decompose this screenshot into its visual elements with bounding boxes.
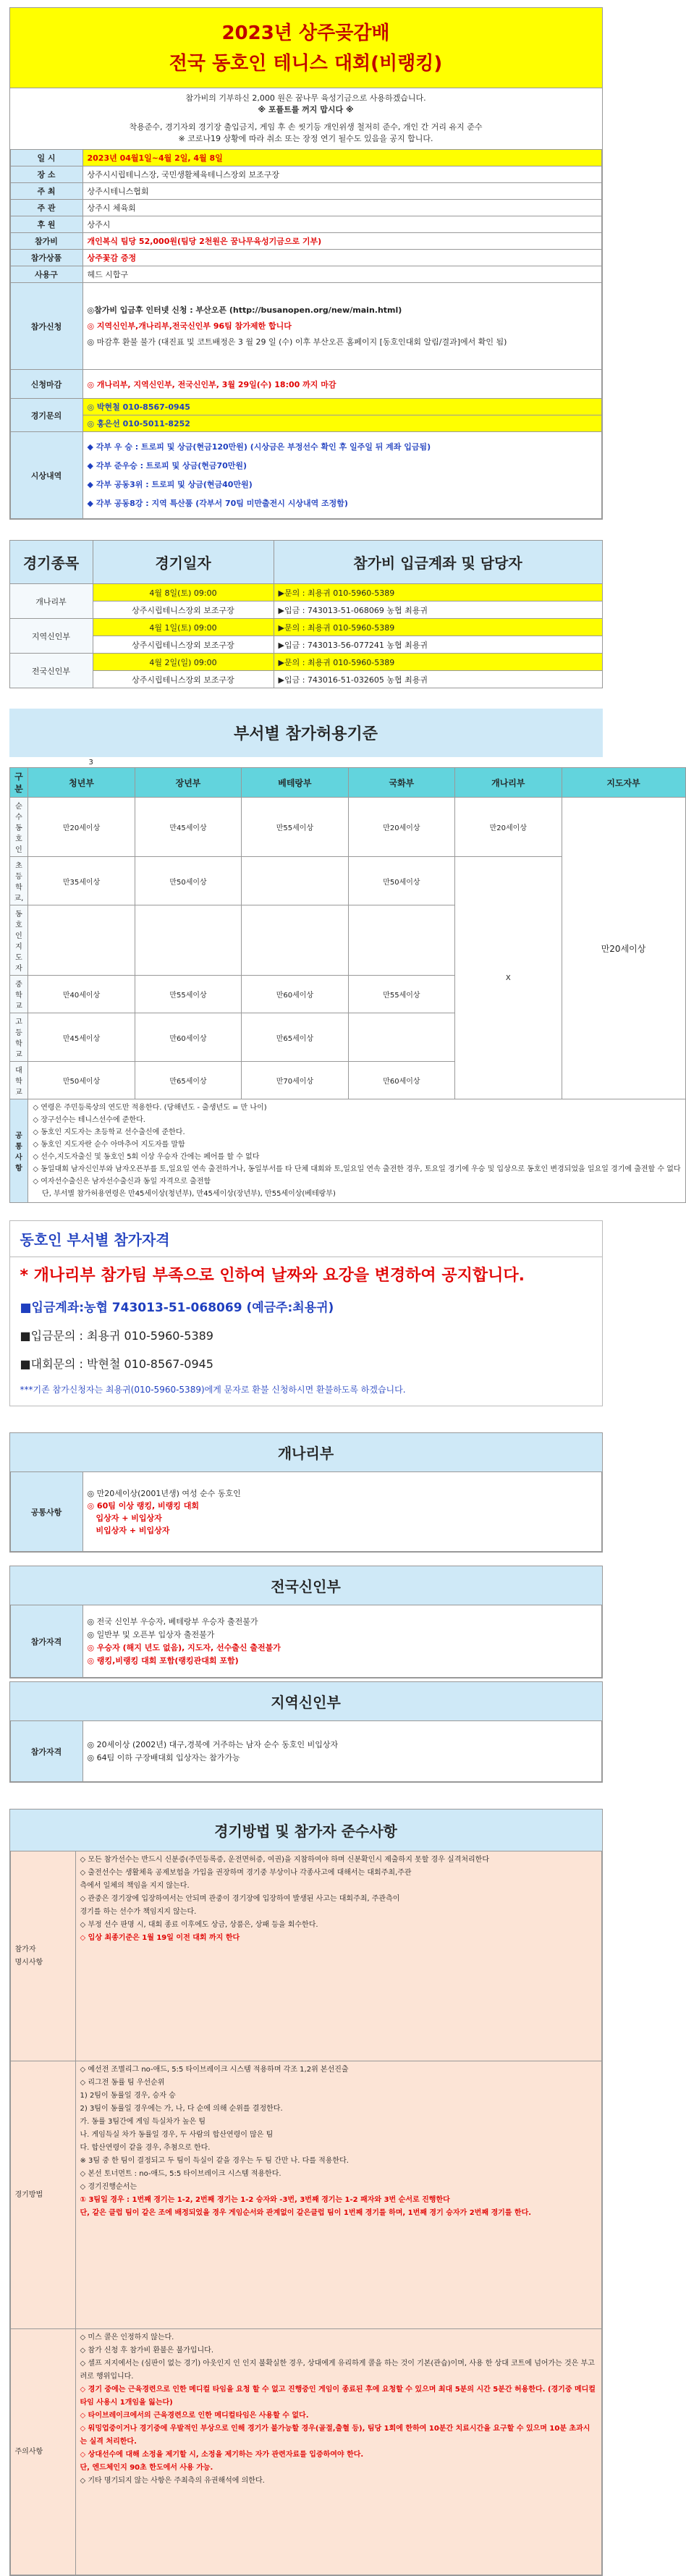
quals-alert: * 개나리부 참가팀 부족으로 인하여 날짜와 요강을 변경하여 공지합니다. [20, 1267, 525, 1285]
schedule-place: 상주시립테니스장외 보조구장 [93, 671, 274, 688]
allowed-common-item: ◇ 동일대회 남자신인부와 남자오픈부를 토,일요일 연속 출전하거나, 동일부서를 타 단체 대회와 토,일요일 연속 출전한 경우, 토요일 경기에 우승 및 입상으로 동호인 변경되었을 일요일 경기에 출전할 수 없다 [33, 1165, 681, 1173]
allowed-common-item: ◇ 선수,지도자출신 및 동호인 5회 이상 우승자 간에는 페어를 할 수 없다 [33, 1153, 260, 1161]
allowed-header: 국화부 [348, 768, 454, 798]
contact-key: 경기문의 [10, 399, 82, 432]
rule-item: 가. 동률 3팀간에 게임 득실차가 높은 팀 [80, 2118, 206, 2126]
allowed-cell: 중학교 [9, 976, 28, 1013]
rule-item: ① 3팀일 경우 : 1번째 경기는 1-2, 2번째 경기는 1-2 승자와 -3번, 3번째 경기는 1-2 패자와 3번 순서로 진행한다 [80, 2196, 450, 2204]
allowed-cell-x: X [455, 857, 562, 1099]
nationwide-key: 참가자격 [10, 1605, 82, 1678]
rule-item: 2) 3팀이 동률일 경우에는 가, 나, 다 순에 의해 순위를 결정한다. [80, 2105, 283, 2113]
rules-s2-key: 경기방법 [10, 2061, 75, 2329]
deadline-value: ◎ 개나리부, 지역신인부, 전국신인부, 3월 29일(수) 18:00 까지 마감 [82, 370, 601, 399]
allowed-cell: 만65세이상 [242, 1013, 348, 1062]
info-value: 상주꽃감 증정 [82, 250, 601, 266]
allowed-header: 지도자부 [562, 768, 685, 798]
notice-line-4: ※ 코로나19 상황에 따라 취소 또는 장정 연기 될수도 있음을 공지 합니다. [178, 134, 433, 143]
allowed-common-item: 단, 부서별 참가허용연령은 만45세이상(청년부), 만45세이상(장년부), 만55세이상(베테랑부) [33, 1190, 336, 1198]
rule-item: 측에서 일체의 책임을 지지 않는다. [80, 1882, 190, 1890]
info-row [10, 150, 601, 166]
regional-line-2: ◎ 64팀 이하 구장배대회 입상자는 참가가능 [87, 1752, 240, 1762]
allowed-cell: 대학교 [9, 1062, 28, 1099]
allowed-common-item: ◇ 장구선수는 테니스선수에 준한다. [33, 1116, 145, 1124]
schedule-place: 상주시립테니스장외 보조구장 [93, 636, 274, 654]
title-line-1: 2023년 상주곶감배 [221, 22, 390, 44]
gaenari-line-2: ◎ 60팀 이상 랭킹, 비랭킹 대회 [87, 1500, 199, 1511]
info-value: 상주시테니스협회 [82, 183, 601, 200]
gaenari-key: 공통사항 [10, 1472, 82, 1552]
apply-row [10, 283, 601, 370]
rule-item: ◇ 본선 토너먼트 : no-애드, 5:5 타이브레이크 시스템 적용한다. [80, 2170, 281, 2178]
rule-item: ※ 3팀 중 한 팀이 결정되고 두 팀이 득실이 같을 경우는 두 팀 간만 나. 다를 적용한다. [80, 2157, 349, 2165]
allowed-cell: 만50세이상 [28, 1062, 135, 1099]
gaenari-section [9, 1432, 603, 1553]
quals-refund: ***기존 참가신청자는 최용귀(010-5960-5389)에게 문자로 환불 신청하시면 환불하도록 하겠습니다. [20, 1385, 406, 1395]
allowed-cell: 만55세이상 [242, 798, 348, 857]
allowed-common-key: 공통사항 [9, 1099, 28, 1203]
deadline-key: 신청마감 [10, 370, 82, 399]
prize-line-2: ◆ 각부 준우승 : 트로피 및 상금(현금70만원) [87, 460, 247, 470]
allowed-cell [242, 905, 348, 976]
info-value: 2023년 04월1일~4월 2일, 4월 8일 [82, 150, 601, 166]
allowed-common-item: ◇ 여자선수출신은 남자선수출신과 동일 자격으로 출전함 [33, 1178, 211, 1186]
rule-item: ◇ 워밍업중이거나 경기중에 우발적인 부상으로 인해 경기가 불가능할 경우(골절,출혈 등), 팀당 1회에 한하여 10분간 치료시간을 요구할 수 있으며 10분 초과시는 실격 처리한다. [80, 2425, 590, 2446]
allowed-cell: 만60세이상 [348, 1062, 454, 1099]
allowed-cell: 만60세이상 [135, 1013, 241, 1062]
info-row [10, 216, 601, 233]
title-line-2: 전국 동호인 테니스 대회(비랭킹) [169, 53, 443, 75]
rule-item: ◇ 출전선수는 생활체육 공제보험을 가입을 권장하며 경기중 부상이나 각종사고에 대해서는 대회주최,주관 [80, 1869, 412, 1877]
schedule-row [9, 619, 602, 636]
regional-key: 참가자격 [10, 1721, 82, 1782]
rule-item: 1) 2팀이 동률일 경우, 승자 승 [80, 2092, 176, 2100]
info-row [10, 250, 601, 266]
notice-line-1: 참가비의 기부하신 2,000 원은 꿈나무 육성기금으로 사용하겠습니다. [185, 93, 426, 103]
rule-item: 경기를 하는 선수가 책임지지 않는다. [80, 1908, 197, 1916]
rule-item: ◇ 입상 최종기준은 1월 19일 이전 대회 까지 한다 [80, 1934, 240, 1942]
rule-item: ◇ 경기 중에는 근육경련으로 인한 메디컬 타임을 요청 할 수 없고 진행중인 게임이 종료된 후에 요청할 수 있으며 최대 5분의 시간 5분간 허용한다. (경기중 메디컬 타임 사용시 1개임을 잃는다) [80, 2386, 596, 2407]
apply-line-3: ◎ 마감후 환불 불가 (대진표 및 코트배정은 3 월 29 일 (수) 이후 부산오픈 홈페이지 [동호인대회 알림/결과]에서 확인 됨) [87, 337, 507, 347]
prize-row [10, 432, 601, 519]
nationwide-line-1: ◎ 전국 신인부 우승자, 베테랑부 우승자 출전불가 [87, 1616, 258, 1626]
nationwide-line-4: ◎ 랭킹,비랭킹 대회 포함(랭킹관대회 포함) [87, 1655, 239, 1665]
rule-item: ◇ 타이브레이크에서의 근육경련으로 인한 메디컬타임은 사용할 수 없다. [80, 2412, 309, 2420]
rules-s1-key: 참가자 명시사항 [10, 1851, 75, 2061]
gaenari-line-3: 입상자 + 비입상자 [96, 1513, 162, 1523]
allowed-cell: 초등학교, [9, 857, 28, 905]
info-value: 상주시시립테니스장, 국민생활체육테니스장외 보조구장 [82, 166, 601, 183]
schedule-account: ▶입금 : 743013-56-077241 농협 최용귀 [274, 636, 602, 654]
rule-item: 단, 같은 클럽 팀이 같은 조에 배정되었을 경우 게임순서와 관계없이 같은클럽 팀이 1번째 경기를 하며, 1번째 경기 승자가 2번째 경기를 한다. [80, 2209, 532, 2217]
allowed-header: 개나리부 [455, 768, 562, 798]
schedule-row-2 [9, 671, 602, 688]
info-key: 사용구 [10, 266, 82, 283]
allowed-header: 구분 [9, 768, 28, 798]
allowed-cell: 만40세이상 [28, 976, 135, 1013]
allowed-common-item: ◇ 동호인 지도자란 순수 아마추어 지도자를 말함 [33, 1141, 185, 1149]
allowed-table [9, 767, 686, 1203]
quals-title: 동호인 부서별 참가자격 [10, 1221, 602, 1257]
notice-line-3: 착용준수, 경기자외 경기장 출입금지, 게임 후 손 씻기등 개인위생 철저히 준수, 개인 간 거리 유지 준수 [129, 122, 483, 132]
info-row [10, 233, 601, 250]
regional-title: 지역신인부 [10, 1682, 602, 1720]
regional-section [9, 1681, 603, 1783]
allowed-cell [242, 857, 348, 905]
allowed-cell: 만60세이상 [242, 976, 348, 1013]
quals-contact-1: ■입금문의 : 최용귀 010-5960-5389 [20, 1329, 213, 1343]
allowed-cell: 고등학교 [9, 1013, 28, 1062]
rule-item: ◇ 셀프 저지에서는 (심판이 없는 경기) 아웃인지 인 인지 불확실한 경우, 상대에게 유리하게 콜을 하는 것이 기본(관습)이며, 사용 한 상대 코트에 넘어가는 것은 부고려로 행위입니다. [80, 2360, 595, 2381]
allowed-cell [348, 905, 454, 976]
allowed-header: 장년부 [135, 768, 241, 798]
allowed-cell [28, 905, 135, 976]
schedule-event-name: 개나리부 [9, 584, 93, 619]
info-key: 참가상품 [10, 250, 82, 266]
info-value: 헤드 시합구 [82, 266, 601, 283]
allowed-cell: 만70세이상 [242, 1062, 348, 1099]
rules-s3-key: 주의사항 [10, 2329, 75, 2575]
allowed-leader: 만20세이상 [562, 798, 685, 1099]
rules-s3-list [75, 2329, 601, 2575]
contact-line-1: ◎ 박현철 010-8567-0945 [83, 399, 601, 415]
allowed-cell: 만45세이상 [135, 798, 241, 857]
prize-line-3: ◆ 각부 공동3위 : 트로피 및 상금(현금40만원) [87, 479, 253, 489]
info-key: 후 원 [10, 216, 82, 233]
allowed-cell: 만50세이상 [135, 857, 241, 905]
allowed-header: 청년부 [28, 768, 135, 798]
contact-line-2: ◎ 홍은선 010-5011-8252 [83, 415, 601, 431]
nationwide-line-2: ◎ 일반부 및 오픈부 입상자 출전불가 [87, 1629, 215, 1639]
gaenari-title: 개나리부 [10, 1433, 602, 1471]
info-key: 주 관 [10, 200, 82, 216]
allowed-header: 베테랑부 [242, 768, 348, 798]
schedule-header-event: 경기종목 [9, 541, 93, 584]
schedule-date: 4월 1일(토) 09:00 [93, 619, 274, 636]
schedule-contact: ▶문의 : 최용귀 010-5960-5389 [274, 619, 602, 636]
prize-key: 시상내역 [10, 432, 82, 519]
schedule-row [9, 584, 602, 601]
schedule-account: ▶입금 : 743013-51-068069 농협 최용귀 [274, 601, 602, 619]
rule-item: ◇ 기타 명기되지 않는 사항은 주최측의 유권해석에 의한다. [80, 2477, 265, 2485]
schedule-event-name: 지역신인부 [9, 619, 93, 654]
rule-item: ◇ 경기진행순서는 [80, 2183, 137, 2191]
allowed-title: 부서별 참가허용기준 [9, 709, 603, 757]
header-box [9, 7, 603, 520]
rule-item: ◇ 모든 참가선수는 반드시 신분증(주민등록증, 운전면허증, 여권)을 지참하여야 하며 신분확인시 제출하지 못할 경우 실격처리한다 [80, 1856, 489, 1864]
apply-line-2: ◎ 지역신인부,개나리부,전국신인부 96팀 참가제한 합니다 [87, 321, 292, 331]
gaenari-line-1: ◎ 만20세이상(2001년생) 여성 순수 동호인 [87, 1488, 241, 1498]
allowed-common-item: ◇ 연령은 주민등록상의 연도만 적용한다. (당해년도 - 출생년도 = 만 나이) [33, 1104, 267, 1112]
contact-row [10, 399, 601, 432]
rule-item: ◇ 상대선수에 대해 소정을 제기할 시, 소정을 제기하는 자가 관련자료를 입증하여야 한다. [80, 2451, 364, 2459]
schedule-row-2 [9, 601, 602, 619]
quals-contact-2: ■대회문의 : 박현철 010-8567-0945 [20, 1357, 213, 1371]
schedule-table [9, 540, 603, 688]
schedule-header-date: 경기일자 [93, 541, 274, 584]
info-row [10, 183, 601, 200]
rules-section [9, 1809, 603, 2576]
allowed-common-item: ◇ 동호인 지도자는 초등학교 선수출신에 준한다. [33, 1128, 185, 1136]
nationwide-line-3: ◎ 우승자 (해지 년도 없음), 지도자, 선수출신 출전불가 [87, 1642, 281, 1652]
allowed-common-list [28, 1099, 685, 1203]
rules-s1-list [75, 1851, 601, 2061]
allowed-cell: 만20세이상 [455, 798, 562, 857]
allowed-cell [135, 905, 241, 976]
allowed-note: 3 [88, 759, 93, 767]
allowed-cell: 만55세이상 [135, 976, 241, 1013]
info-key: 참가비 [10, 233, 82, 250]
rule-item: 단, 엔드체인지 90초 한도에서 사용 가능. [80, 2464, 213, 2472]
allowed-cell: 동호인지도자 [9, 905, 28, 976]
schedule-contact: ▶문의 : 최용귀 010-5960-5389 [274, 584, 602, 601]
allowed-cell: 만35세이상 [28, 857, 135, 905]
schedule-header-account: 참가비 입금계좌 및 담당자 [274, 541, 602, 584]
info-row [10, 266, 601, 283]
info-table [10, 149, 602, 519]
rule-item: ◇ 참가 신청 후 참가비 환불은 불가입니다. [80, 2347, 214, 2355]
rule-item: ◇ 부정 선수 판명 시, 대회 종료 이후에도 상금, 상품은, 상패 등을 회수한다. [80, 1921, 318, 1929]
allowed-cell: 만20세이상 [28, 798, 135, 857]
rules-s2-list [75, 2061, 601, 2329]
schedule-date: 4월 8일(토) 09:00 [93, 584, 274, 601]
allowed-section [9, 709, 681, 1203]
prize-line-4: ◆ 각부 공동8강 : 지역 특산품 (각부서 70팀 미만출전시 시상내역 조정함) [87, 498, 348, 508]
schedule-date: 4월 2일(일) 09:00 [93, 654, 274, 671]
rule-item: 다. 합산연령이 같을 경우, 추첨으로 한다. [80, 2144, 211, 2152]
regional-line-1: ◎ 20세이상 (2002년) 대구,경북에 거주하는 남자 순수 동호인 비입상자 [87, 1739, 339, 1749]
allowed-cell: 만45세이상 [28, 1013, 135, 1062]
schedule-event-name: 전국신인부 [9, 654, 93, 688]
rule-item: ◇ 미스 콜은 인정하지 않는다. [80, 2334, 174, 2341]
rules-table [10, 1851, 602, 2575]
rule-item: ◇ 관중은 경기장에 입장하여서는 안되며 관중이 경기장에 입장하여 발생된 사고는 대회주최, 주관측이 [80, 1895, 400, 1903]
quals-account: ■입금계좌:농협 743013-51-068069 (예금주:최용귀) [20, 1301, 334, 1315]
schedule-contact: ▶문의 : 최용귀 010-5960-5389 [274, 654, 602, 671]
allowed-cell: 만50세이상 [348, 857, 454, 905]
info-key: 장 소 [10, 166, 82, 183]
info-row [10, 166, 601, 183]
header-title [10, 8, 602, 88]
rules-title: 경기방법 및 참가자 준수사항 [10, 1809, 602, 1851]
allowed-cell: 만55세이상 [348, 976, 454, 1013]
schedule-section [9, 540, 603, 688]
rule-item: 나. 게임득실 차가 동률일 경우, 두 사람의 합산연령이 많은 팀 [80, 2131, 274, 2139]
info-key: 일 시 [10, 150, 82, 166]
notice-line-2: ※ 포플트를 꺼지 맙시다 ※ [258, 105, 354, 114]
info-value: 개인복식 팀당 52,000원(팀당 2천원은 꿈나무육성기금으로 기부) [82, 233, 601, 250]
info-value: 상주시 [82, 216, 601, 233]
info-row [10, 200, 601, 216]
schedule-row-2 [9, 636, 602, 654]
schedule-place: 상주시립테니스장외 보조구장 [93, 601, 274, 619]
prize-line-1: ◆ 각부 우 승 : 트로피 및 상금(현금120만원) (시상금은 부정선수 확인 후 일주일 뒤 계좌 입금됨) [87, 442, 431, 452]
allowed-cell: 순수동호인 [9, 798, 28, 857]
info-value: 상주시 체육회 [82, 200, 601, 216]
schedule-account: ▶입금 : 743016-51-032605 농협 최용귀 [274, 671, 602, 688]
deadline-row [10, 370, 601, 399]
nationwide-section [9, 1566, 603, 1678]
schedule-row [9, 654, 602, 671]
gaenari-line-4: 비입상자 + 비입상자 [96, 1525, 170, 1535]
rule-item: ◇ 예선전 조별리그 no-애드, 5:5 타이브레이크 시스템 적용하며 각조 1,2위 본선진출 [80, 2066, 349, 2074]
allowed-cell [348, 1013, 454, 1062]
apply-line-1: ◎참가비 입금후 인터넷 신청 : 부산오픈 (http://busanopen.org/new/main.html) [87, 305, 402, 315]
allowed-common-row [9, 1099, 685, 1203]
rule-item: ◇ 리그전 동률 팀 우선순위 [80, 2079, 165, 2087]
nationwide-title: 전국신인부 [10, 1566, 602, 1605]
allowed-cell: 만20세이상 [348, 798, 454, 857]
notice-box [10, 88, 602, 149]
info-key: 주 최 [10, 183, 82, 200]
allowed-row [9, 798, 685, 857]
quals-section [9, 1220, 603, 1406]
apply-key: 참가신청 [10, 283, 82, 370]
allowed-cell: 만65세이상 [135, 1062, 241, 1099]
